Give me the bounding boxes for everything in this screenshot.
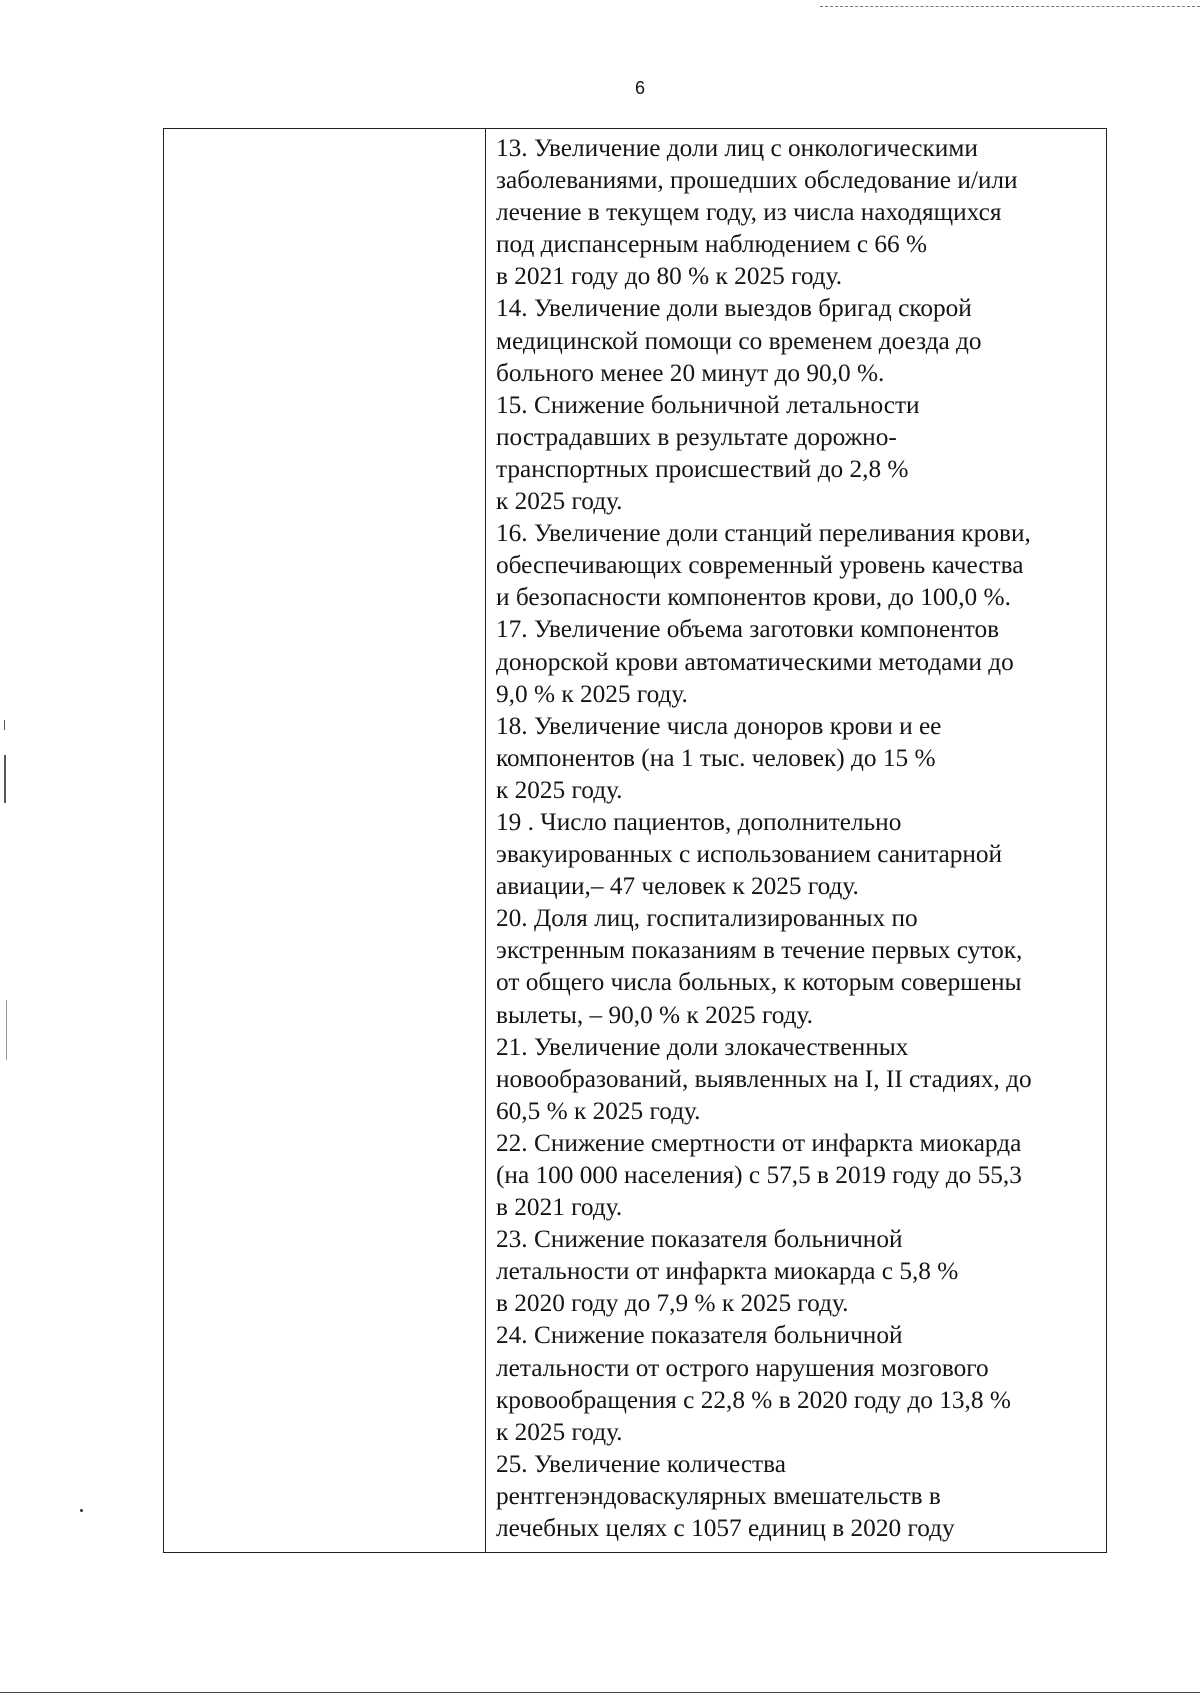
goal-item-line: медицинской помощи со временем доезда до	[496, 326, 982, 355]
goal-item-line: больного менее 20 минут до 90,0 %.	[496, 358, 885, 387]
goal-item	[496, 1223, 1102, 1319]
table-left-cell-empty	[164, 129, 486, 1552]
goal-item-line: лечение в текущем году, из числа находящихся	[496, 198, 1002, 227]
goal-item-line: 20. Доля лиц, госпитализированных по	[496, 904, 918, 933]
goal-item-line: 17. Увеличение объема заготовки компонентов	[496, 615, 1000, 644]
goal-item-line: летальности от инфаркта миокарда с 5,8 %	[496, 1257, 959, 1286]
goal-item-line: в 2020 году до 7,9 % к 2025 году.	[496, 1289, 849, 1318]
goal-item-line: транспортных происшествий до 2,8 %	[496, 454, 909, 483]
goal-item-line: к 2025 году.	[496, 775, 623, 804]
goal-item-line: от общего числа больных, к которым совершены	[496, 968, 1022, 997]
goal-item-line: донорской крови автоматическими методами до	[496, 647, 1014, 676]
goal-item-line: компонентов (на 1 тыс. человек) до 15 %	[496, 743, 936, 772]
goal-item-line: к 2025 году.	[496, 487, 623, 516]
goal-item-line: 14. Увеличение доли выездов бригад скорой	[496, 294, 972, 323]
goal-item-line: эвакуированных с использованием санитарной	[496, 840, 1003, 869]
goal-item-line: 24. Снижение показателя больничной	[496, 1321, 903, 1350]
goal-item-line: рентгенэндоваскулярных вмешательств в	[496, 1481, 941, 1510]
goal-item-line: 25. Увеличение количества	[496, 1449, 786, 1478]
goal-item-line: 16. Увеличение доли станций переливания крови,	[496, 519, 1031, 548]
goal-item	[496, 389, 1102, 517]
table-right-cell	[486, 129, 1106, 1552]
goal-item	[496, 1448, 1102, 1544]
goal-item-line: лечебных целях с 1057 единиц в 2020 году	[496, 1514, 955, 1543]
goal-item-line: кровообращения с 22,8 % в 2020 году до 13,8 %	[496, 1385, 1011, 1414]
goal-item-line: заболеваниями, прошедших обследование и/или	[496, 166, 1018, 195]
goal-item-line: (на 100 000 населения) с 57,5 в 2019 году до 55,3	[496, 1161, 1022, 1189]
goal-item	[496, 613, 1102, 709]
goal-item-line: 22. Снижение смертности от инфаркта миокарда	[496, 1128, 1022, 1157]
scan-artifact-top-dash	[820, 6, 1200, 7]
goal-item-line: к 2025 году.	[496, 1417, 623, 1446]
goals-table	[163, 128, 1107, 1553]
goal-item-line: 9,0 % к 2025 году.	[496, 679, 688, 708]
goal-item	[496, 806, 1102, 902]
scan-artifact-dot	[80, 1509, 83, 1512]
goal-item	[496, 902, 1102, 1030]
goal-item-line: 19 . Число пациентов, дополнительно	[496, 807, 902, 836]
goal-item-line: летальности от острого нарушения мозгового	[496, 1353, 989, 1382]
page-number: 6	[634, 78, 645, 98]
goal-item-line: экстренным показаниям в течение первых суток,	[496, 936, 1023, 965]
goal-item-line: в 2021 году.	[496, 1193, 623, 1222]
goal-item	[496, 1127, 1102, 1223]
goal-item	[496, 292, 1102, 388]
scan-artifact-left-dots	[6, 1000, 7, 1060]
goal-item-line: 13. Увеличение доли лиц с онкологическими	[496, 134, 978, 162]
goal-item-line: обеспечивающих современный уровень качества	[496, 551, 1024, 580]
goal-item-line: пострадавших в результате дорожно-	[496, 422, 897, 451]
goal-item	[496, 132, 1102, 292]
goal-item-line: новообразований, выявленных на I, II стадиях, до	[496, 1064, 1032, 1093]
goal-item-line: 60,5 % к 2025 году.	[496, 1096, 701, 1125]
goal-item-line: 15. Снижение больничной летальности	[496, 390, 920, 419]
goal-item	[496, 517, 1102, 613]
goal-item-line: 18. Увеличение числа доноров крови и ее	[496, 711, 942, 740]
goal-item-line: вылеты, – 90,0 % к 2025 году.	[496, 1000, 813, 1029]
goal-item-line: 23. Снижение показателя больничной	[496, 1225, 903, 1254]
goal-item-line: 21. Увеличение доли злокачественных	[496, 1032, 909, 1061]
goal-item	[496, 1319, 1102, 1447]
scan-artifact-left-line-2	[4, 720, 5, 730]
scan-artifact-left-line-1	[4, 755, 6, 803]
goal-item	[496, 710, 1102, 806]
goal-item	[496, 1031, 1102, 1127]
goal-item-line: под диспансерным наблюдением с 66 %	[496, 230, 928, 259]
goal-item-line: в 2021 году до 80 % к 2025 году.	[496, 262, 843, 291]
goal-item-line: авиации,– 47 человек к 2025 году.	[496, 872, 859, 901]
scan-artifact-bottom-rule	[0, 1692, 1200, 1693]
goal-item-line: и безопасности компонентов крови, до 100,0 %.	[496, 583, 1011, 612]
